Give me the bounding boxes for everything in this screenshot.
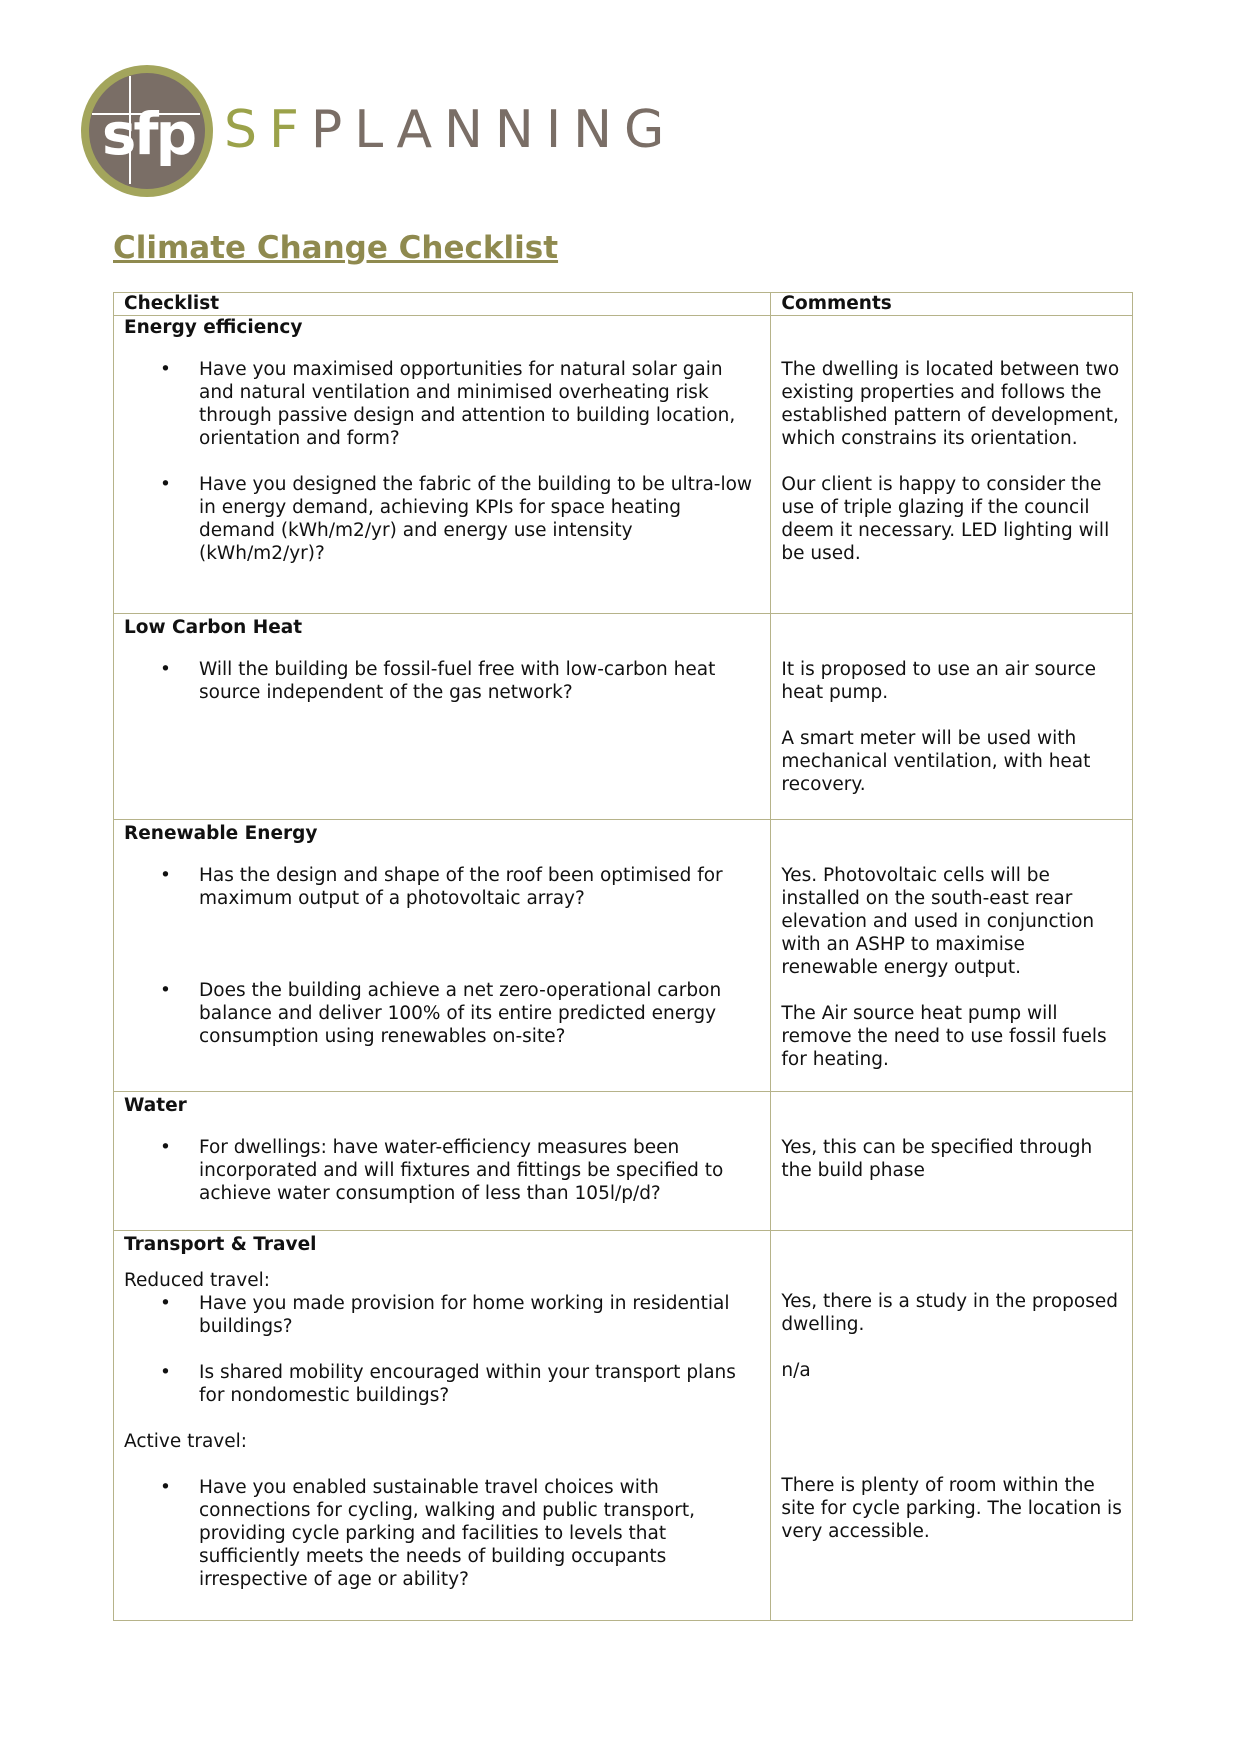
header-checklist: Checklist bbox=[114, 293, 771, 316]
subheading-reduced-travel: Reduced travel: bbox=[124, 1270, 270, 1291]
section-heading-water: Water bbox=[124, 1095, 187, 1116]
question-renewable-2: • Does the building achieve a net zero-operational carbon balance and deliver 100% of its entire predicted energy consumption using renewables on-site? bbox=[124, 979, 760, 1048]
comments-cell bbox=[771, 316, 1133, 614]
comments-cell bbox=[771, 614, 1133, 820]
checklist-table bbox=[113, 292, 1133, 1621]
question-water-1: • For dwellings: have water-efficiency measures been incorporated and will fixtures and fittings be specified to achieve water consumption of less than 105l/p/d? bbox=[124, 1136, 760, 1205]
checklist-cell bbox=[114, 316, 771, 614]
question-heat-1: • Will the building be fossil-fuel free with low-carbon heat source independent of the gas network? bbox=[124, 658, 760, 704]
checklist-cell bbox=[114, 820, 771, 1092]
page-title: Climate Change Checklist bbox=[113, 230, 559, 266]
comment-transport-2: n/a bbox=[781, 1360, 811, 1381]
table-header-row bbox=[114, 293, 1133, 316]
comment-renewable-1: Yes. Photovoltaic cells will be installed on the south-east rear elevation and used in conjunction with an ASHP to maximise renewable energy output. bbox=[781, 865, 1095, 978]
comment-water-1: Yes, this can be specified through the build phase bbox=[781, 1137, 1093, 1181]
section-heading-transport: Transport & Travel bbox=[124, 1234, 317, 1255]
question-renewable-1: • Has the design and shape of the roof been optimised for maximum output of a photovoltaic array? bbox=[124, 864, 760, 910]
table-row-transport bbox=[114, 1231, 1133, 1621]
comments-cell bbox=[771, 1092, 1133, 1231]
comment-energy-2: Our client is happy to consider the use of triple glazing if the council deem it necessary. LED lighting will be used. bbox=[781, 474, 1110, 564]
question-transport-2: • Is shared mobility encouraged within your transport plans for nondomestic buildings? bbox=[124, 1361, 760, 1407]
question-transport-3: • Have you enabled sustainable travel choices with connections for cycling, walking and public transport, providing cycle parking and facilities to levels that sufficiently meets the needs of building occupants irrespective of age or ability? bbox=[124, 1476, 760, 1591]
company-logo bbox=[78, 62, 677, 202]
header-comments: Comments bbox=[771, 293, 1133, 316]
logo-word-sf: SF bbox=[224, 100, 311, 160]
question-transport-1: • Have you made provision for home working in residential buildings? bbox=[124, 1292, 760, 1338]
subheading-active-travel: Active travel: bbox=[124, 1431, 248, 1452]
section-heading-renewable: Renewable Energy bbox=[124, 823, 318, 844]
logo-mark bbox=[78, 62, 216, 200]
checklist-cell bbox=[114, 614, 771, 820]
comment-renewable-2: The Air source heat pump will remove the need to use fossil fuels for heating. bbox=[781, 1003, 1107, 1070]
table-row-renewable bbox=[114, 820, 1133, 1092]
section-heading-energy: Energy efficiency bbox=[124, 317, 303, 338]
section-heading-heat: Low Carbon Heat bbox=[124, 617, 303, 638]
comment-transport-1: Yes, there is a study in the proposed dwelling. bbox=[781, 1291, 1118, 1335]
table-row-energy bbox=[114, 316, 1133, 614]
comment-heat-1: It is proposed to use an air source heat pump. bbox=[781, 659, 1097, 703]
question-energy-2: • Have you designed the fabric of the building to be ultra-low in energy demand, achieving KPIs for space heating demand (kWh/m2/yr) and energy use intensity (kWh/m2/yr)? bbox=[124, 473, 760, 565]
comment-energy-1: The dwelling is located between two existing properties and follows the established pattern of development, which constrains its orientation. bbox=[781, 359, 1120, 449]
logo-mark-text: sfp bbox=[101, 100, 195, 168]
table-row-water bbox=[114, 1092, 1133, 1231]
comments-cell bbox=[771, 820, 1133, 1092]
comments-cell bbox=[771, 1231, 1133, 1621]
comment-heat-2: A smart meter will be used with mechanical ventilation, with heat recovery. bbox=[781, 728, 1091, 795]
checklist-cell bbox=[114, 1092, 771, 1231]
comment-transport-3: There is plenty of room within the site for cycle parking. The location is very accessible. bbox=[781, 1475, 1122, 1542]
logo-wordmark bbox=[224, 100, 676, 160]
question-energy-1: • Have you maximised opportunities for natural solar gain and natural ventilation and minimised overheating risk through passive design and attention to building location, orientation and form? bbox=[124, 358, 760, 450]
logo-word-planning: PLANNING bbox=[310, 100, 677, 160]
checklist-cell bbox=[114, 1231, 771, 1621]
table-row-heat bbox=[114, 614, 1133, 820]
